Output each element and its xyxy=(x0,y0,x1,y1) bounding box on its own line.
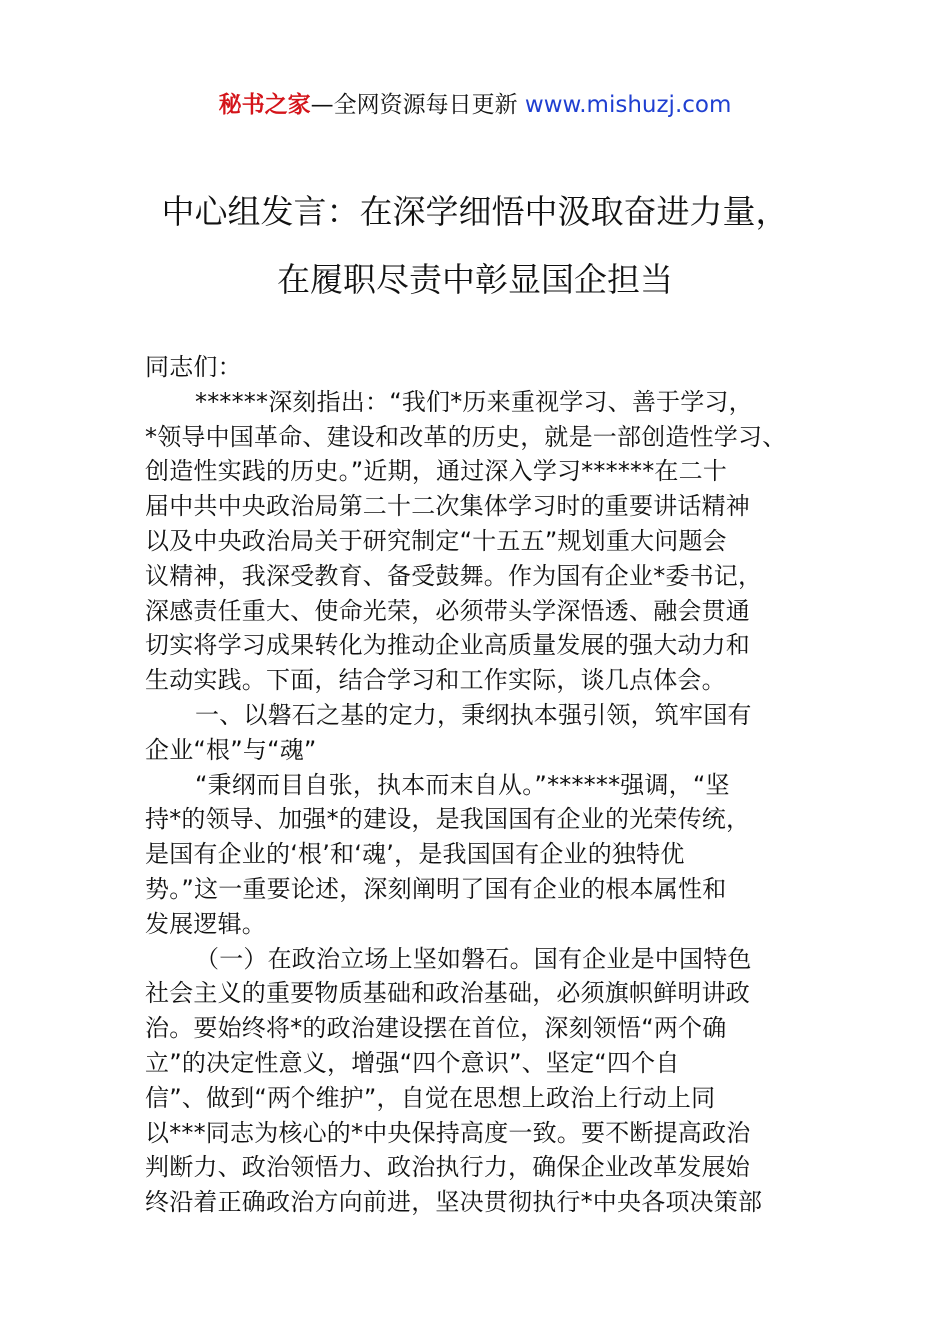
paragraph-line: 发展逻辑。 xyxy=(145,909,266,938)
paragraph-line: 是国有企业的‘根’和‘魂’，是我国国有企业的独特优 xyxy=(145,840,685,869)
paragraph-line: 判断力、政治领悟力、政治执行力，确保企业改革发展始 xyxy=(145,1153,750,1182)
paragraph-line: 社会主义的重要物质基础和政治基础，必须旗帜鲜明讲政 xyxy=(145,979,750,1008)
paragraph-line: 终沿着正确政治方向前进，坚决贯彻执行*中央各项决策部 xyxy=(145,1188,763,1217)
paragraph-line: 创造性实践的历史。”近期，通过深入学习******在二十 xyxy=(145,457,728,486)
section-heading-line: 一、以磐石之基的定力，秉纲执本强引领，筑牢国有 xyxy=(195,700,752,729)
paragraph-line: 信”、做到“两个维护”，自觉在思想上政治上行动上同 xyxy=(145,1083,716,1112)
paragraph-line: 切实将学习成果转化为推动企业高质量发展的强大动力和 xyxy=(145,631,750,660)
document-body xyxy=(145,350,811,1220)
paragraph-line: “秉纲而目自张，执本而末自从。”******强调，“坚 xyxy=(195,770,730,799)
paragraph-line: 持*的领导、加强*的建设，是我国国有企业的光荣传统， xyxy=(145,805,751,834)
paragraph-line: 治。要始终将*的政治建设摆在首位，深刻领悟“两个确 xyxy=(145,1014,727,1043)
paragraph-line: 届中共中央政治局第二十二次集体学习时的重要讲话精神 xyxy=(145,492,750,521)
section-heading-line: 企业“根”与“魂” xyxy=(145,735,317,764)
paragraph-line: *领导中国革命、建设和改革的历史，就是一部创造性学习、 xyxy=(145,422,787,451)
brand-name: 秘书之家 xyxy=(218,92,311,118)
site-header xyxy=(0,88,950,122)
paragraph-line: ******深刻指出：“我们*历来重视学习、善于学习， xyxy=(195,387,753,416)
salutation: 同志们： xyxy=(145,353,242,381)
paragraph-line: 深感责任重大、使命光荣，必须带头学深悟透、融会贯通 xyxy=(145,596,750,625)
paragraph-line: （一）在政治立场上坚如磐石。国有企业是中国特色 xyxy=(195,944,752,973)
document-title-line-2: 在履职尽责中彰显国企担当 xyxy=(277,260,673,299)
paragraph-line: 势。”这一重要论述，深刻阐明了国有企业的根本属性和 xyxy=(145,874,727,903)
paragraph-line: 议精神，我深受教育、备受鼓舞。作为国有企业*委书记， xyxy=(145,561,763,590)
paragraph-line: 立”的决定性意义，增强“四个意识”、坚定“四个自 xyxy=(145,1048,680,1077)
site-url-link[interactable]: www.mishuzj.com xyxy=(524,92,732,118)
document-title-line-1: 中心组发言：在深学细悟中汲取奋进力量， xyxy=(161,192,789,231)
paragraph-line: 以及中央政治局关于研究制定“十五五”规划重大问题会 xyxy=(145,526,727,555)
header-tagline: —全网资源每日更新 xyxy=(310,92,518,118)
paragraph-line: 以***同志为核心的*中央保持高度一致。要不断提高政治 xyxy=(145,1118,751,1147)
paragraph-line: 生动实践。下面，结合学习和工作实际，谈几点体会。 xyxy=(145,666,726,695)
